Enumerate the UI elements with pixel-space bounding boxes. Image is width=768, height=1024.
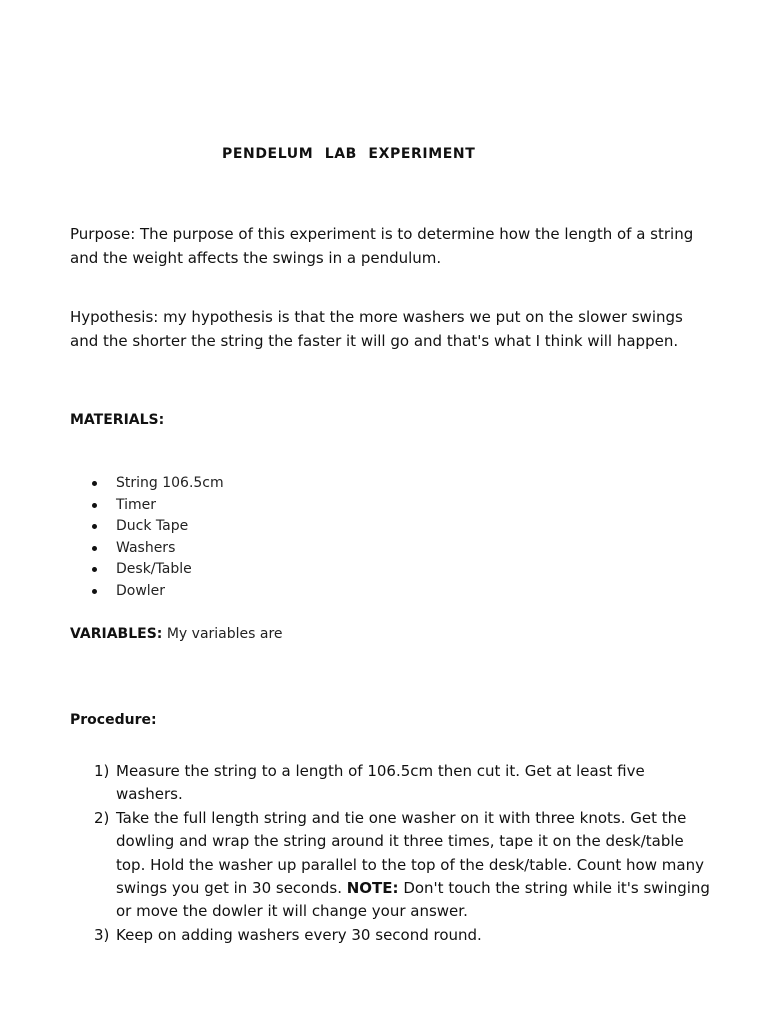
variables-line	[70, 626, 283, 642]
document-title: PENDELUM LAB EXPERIMENT	[222, 146, 476, 162]
list-item	[70, 538, 224, 560]
procedure-heading: Procedure:	[70, 712, 157, 728]
material-label: Washers	[116, 539, 176, 556]
bullet-icon	[92, 546, 97, 551]
note-label: NOTE:	[346, 879, 399, 898]
variables-text: My variables are	[162, 626, 283, 642]
hypothesis-paragraph: Hypothesis: my hypothesis is that the more washers we put on the slower swings and the shorter the string the faster it will go and that's what I think will happen.	[70, 308, 683, 350]
materials-heading: MATERIALS:	[70, 412, 165, 428]
step-text-continued: Don't touch the string while it's swinging or move the dowler it will change your answer.	[116, 879, 710, 921]
material-label: Dowler	[116, 582, 166, 599]
list-item	[70, 559, 224, 581]
variables-label: VARIABLES:	[70, 626, 163, 642]
step-text: Take the full length string and tie one washer on it with three knots. Get the dowling and wrap the string around it three times, tape it on the desk/table top. Hold the washer up parallel to the top of the desk/table. Count how many swings you get in 30 seconds.	[116, 808, 704, 898]
list-item	[70, 760, 710, 807]
materials-list	[70, 473, 224, 603]
material-label: Duck Tape	[116, 518, 189, 535]
step-text: Keep on adding washers every 30 second round.	[116, 925, 482, 944]
procedure-list	[70, 760, 710, 947]
material-label: String 106.5cm	[116, 475, 224, 491]
bullet-icon	[92, 524, 97, 529]
material-label: Desk/Table	[116, 561, 192, 578]
purpose-paragraph: Purpose: The purpose of this experiment is to determine how the length of a string and the weight affects the swings in a pendulum.	[70, 225, 694, 267]
bullet-icon	[92, 481, 97, 486]
step-number: 1)	[94, 762, 110, 780]
list-item	[70, 516, 224, 538]
list-item	[70, 807, 710, 924]
list-item	[70, 581, 224, 603]
step-number: 2)	[94, 808, 110, 827]
bullet-icon	[92, 567, 97, 572]
step-text: Measure the string to a length of 106.5cm then cut it. Get at least five washers.	[116, 762, 645, 804]
step-number: 3)	[94, 925, 110, 944]
bullet-icon	[92, 503, 97, 508]
material-label: Timer	[116, 496, 157, 513]
list-item	[70, 495, 224, 517]
bullet-icon	[92, 589, 97, 594]
list-item	[70, 924, 710, 947]
list-item	[70, 473, 224, 495]
